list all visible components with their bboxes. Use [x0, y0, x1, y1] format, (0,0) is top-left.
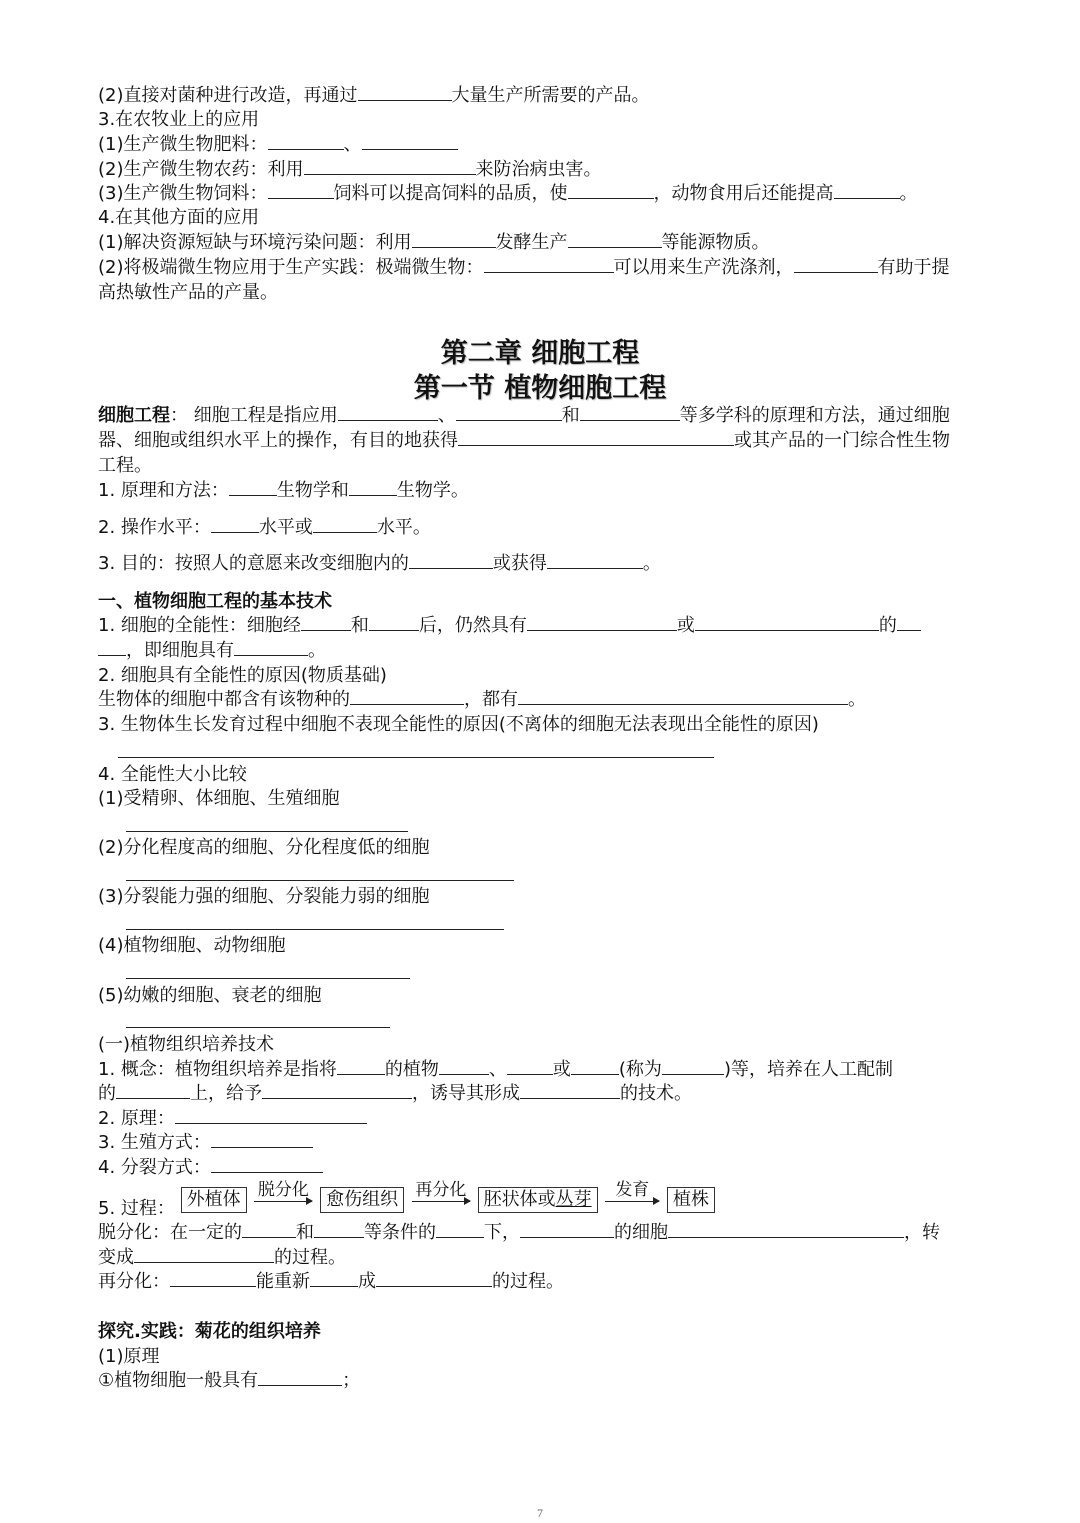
blank[interactable] — [337, 1058, 385, 1075]
blank[interactable] — [268, 182, 334, 199]
blank[interactable] — [456, 404, 562, 421]
totipotency-line-1: 1. 细胞的全能性：细胞经 和 后，仍然具有 或 的 — [98, 614, 921, 638]
blank[interactable] — [458, 429, 734, 446]
blank[interactable] — [518, 688, 848, 705]
blank[interactable] — [304, 158, 476, 175]
blank[interactable] — [211, 516, 259, 533]
blank[interactable] — [310, 1270, 358, 1287]
blank[interactable] — [568, 231, 662, 248]
blank[interactable] — [211, 1131, 313, 1148]
principle-line: 2. 原理： — [98, 1107, 367, 1131]
blank[interactable] — [695, 614, 879, 631]
compare-item-4: (4)植物细胞、动物细胞 — [98, 935, 286, 956]
blank[interactable] — [98, 639, 126, 656]
line-pesticide: (2)生产微生物农药：利用 来防治病虫害。 — [98, 159, 602, 180]
heading-other-uses: 4.在其他方面的应用 — [98, 207, 260, 228]
redifferentiation-arrow: 再分化 — [412, 1187, 470, 1202]
blank[interactable] — [571, 1058, 619, 1075]
blank[interactable] — [580, 404, 680, 421]
blank[interactable] — [439, 1058, 489, 1075]
concept-line-1: 1. 概念：植物组织培养是指将 的植物 、 或 (称为 )等，培养在人工配制 — [98, 1059, 893, 1080]
blank[interactable] — [268, 133, 344, 150]
blank[interactable] — [484, 256, 614, 273]
totipotency-reason: 2. 细胞具有全能性的原因(物质基础) — [98, 665, 387, 686]
definition-line-1: 细胞工程： 细胞工程是指应用 、 和 等多学科的原理和方法，通过细胞 — [98, 405, 950, 426]
totipotency-line-2: ，即细胞具有 。 — [98, 639, 326, 663]
blank[interactable] — [338, 404, 438, 421]
section-title: 第一节 植物细胞工程 — [413, 373, 667, 404]
totipotency-basis: 生物体的细胞中都含有该物种的 ，都有 。 — [98, 689, 866, 710]
blank[interactable] — [668, 1221, 904, 1238]
blank[interactable] — [362, 133, 458, 150]
line-fertilizer: (1)生产微生物肥料： 、 — [98, 133, 458, 157]
blank[interactable] — [568, 182, 654, 199]
blank[interactable] — [349, 479, 397, 496]
dedifferentiation-line-1: 脱分化：在一定的 和 等条件的 下， 的细胞 ，转 — [98, 1222, 940, 1243]
line-fermentation-products: (2)直接对菌种进行改造，再通过 大量生产所需要的产品。 — [98, 85, 650, 106]
line-energy: (1)解决资源短缺与环境污染问题：利用 发酵生产 等能源物质。 — [98, 232, 770, 253]
answer-line[interactable] — [118, 757, 714, 758]
process-flow: 5. 过程： 外植体 脱分化 愈伤组织 再分化 胚状体或丛芽 发育 植株 — [98, 1187, 715, 1213]
blank[interactable] — [794, 256, 878, 273]
line-extremophiles: (2)将极端微生物应用于生产实践：极端微生物： 可以用来生产洗涤剂， 有助于提 — [98, 257, 950, 278]
concept-line-2: 的 上，给予 ，诱导其形成 的技术。 — [98, 1083, 692, 1104]
blank[interactable] — [369, 614, 419, 631]
exploration-item-1: ①植物细胞一般具有 ； — [98, 1370, 361, 1391]
blank[interactable] — [313, 516, 377, 533]
blank[interactable] — [662, 1058, 724, 1075]
line-feed: (3)生产微生物饲料： 饲料可以提高饲料的品质，使 ，动物食用后还能提高 。 — [98, 183, 918, 204]
blank[interactable] — [229, 479, 277, 496]
point-purpose: 3. 目的：按照人的意愿来改变细胞内的 或获得 。 — [98, 553, 661, 574]
definition-line-2: 器、细胞或组织水平上的操作，有目的地获得 或其产品的一门综合性生物 — [98, 430, 950, 451]
answer-line[interactable] — [126, 978, 410, 979]
plant-box: 植株 — [667, 1187, 715, 1213]
dedifferentiation-arrow: 脱分化 — [254, 1187, 312, 1202]
blank[interactable] — [301, 614, 351, 631]
answer-line[interactable] — [126, 1027, 390, 1028]
point-principle: 1. 原理和方法： 生物学和 生物学。 — [98, 480, 469, 501]
answer-line[interactable] — [126, 880, 514, 881]
blank[interactable] — [170, 1270, 256, 1287]
chapter-title: 第二章 细胞工程 — [440, 338, 640, 369]
non-expression-reason: 3. 生物体生长发育过程中细胞不表现全能性的原因(不离体的细胞无法表现出全能性的原因) — [98, 714, 819, 735]
dedifferentiation-line-2: 变成 的过程。 — [98, 1247, 346, 1268]
division-line: 4. 分裂方式： — [98, 1156, 323, 1180]
blank[interactable] — [234, 639, 308, 656]
explant-box: 外植体 — [181, 1187, 247, 1213]
heading-compare: 4. 全能性大小比较 — [98, 764, 247, 785]
heading-exploration: 探究.实践：菊花的组织培养 — [98, 1321, 321, 1342]
blank[interactable] — [834, 182, 900, 199]
exploration-principle: (1)原理 — [98, 1346, 160, 1367]
blank[interactable] — [527, 614, 677, 631]
blank[interactable] — [262, 1082, 412, 1099]
page-number: 7 — [537, 1506, 543, 1520]
heading-tissue-culture: (一)植物组织培养技术 — [98, 1034, 275, 1055]
answer-line[interactable] — [126, 831, 408, 832]
definition-line-3: 工程。 — [98, 455, 152, 476]
blank[interactable] — [412, 231, 496, 248]
compare-item-1: (1)受精卵、体细胞、生殖细胞 — [98, 788, 340, 809]
blank[interactable] — [436, 1221, 484, 1238]
answer-line[interactable] — [126, 929, 504, 930]
embryoid-box: 胚状体或丛芽 — [478, 1187, 598, 1213]
heading-agriculture: 3.在农牧业上的应用 — [98, 109, 260, 130]
blank[interactable] — [175, 1107, 367, 1124]
redifferentiation-line: 再分化： 能重新 成 的过程。 — [98, 1271, 564, 1292]
blank[interactable] — [314, 1221, 364, 1238]
blank[interactable] — [358, 84, 452, 101]
blank[interactable] — [409, 552, 493, 569]
development-arrow: 发育 — [605, 1187, 659, 1202]
blank[interactable] — [134, 1246, 274, 1263]
callus-box: 愈伤组织 — [320, 1187, 404, 1213]
blank[interactable] — [211, 1156, 323, 1173]
blank[interactable] — [376, 1270, 492, 1287]
blank[interactable] — [350, 688, 464, 705]
blank[interactable] — [520, 1082, 620, 1099]
blank[interactable] — [547, 552, 643, 569]
compare-item-5: (5)幼嫩的细胞、衰老的细胞 — [98, 985, 322, 1006]
blank[interactable] — [520, 1221, 614, 1238]
blank[interactable] — [507, 1058, 553, 1075]
blank[interactable] — [242, 1221, 296, 1238]
line-extremophiles-cont: 高热敏性产品的产量。 — [98, 282, 278, 303]
blank[interactable] — [897, 614, 921, 631]
blank[interactable] — [258, 1369, 342, 1386]
blank[interactable] — [116, 1082, 190, 1099]
reproduction-line: 3. 生殖方式： — [98, 1131, 313, 1155]
compare-item-2: (2)分化程度高的细胞、分化程度低的细胞 — [98, 837, 430, 858]
heading-basic-techniques: 一、植物细胞工程的基本技术 — [98, 591, 332, 612]
point-level: 2. 操作水平： 水平或 水平。 — [98, 517, 431, 538]
compare-item-3: (3)分裂能力强的细胞、分裂能力弱的细胞 — [98, 886, 430, 907]
